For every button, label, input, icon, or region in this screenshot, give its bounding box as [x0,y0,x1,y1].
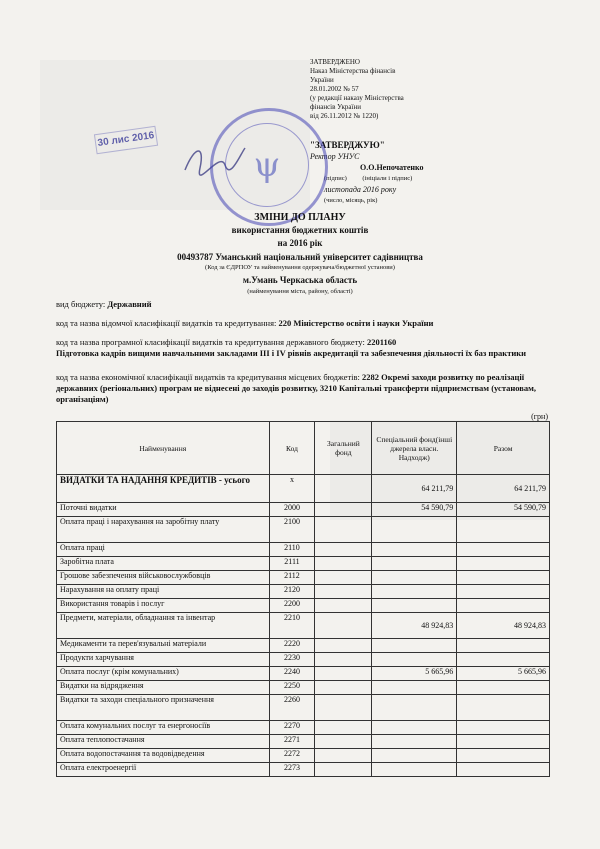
table-row [57,763,550,777]
plan-subtitle: використання бюджетних коштів [231,225,369,235]
approval-block [310,58,510,121]
plan-title: ЗМІНИ ДО ПЛАНУ [254,212,346,223]
cell-code: 2000 [269,503,315,517]
cell-code: 2220 [269,639,315,653]
cell-total [457,585,550,599]
cell-total [457,763,550,777]
initials-hint: (ініціали і підпис) [362,175,413,182]
budget-table [56,421,550,777]
cell-code: 2200 [269,599,315,613]
col-header-special: Спеціальний фонд(інші джерела власн. Надходж) [372,422,457,475]
org-line: 00493787 Уманський національний університет садівництва [177,252,423,262]
cell-general [315,503,372,517]
table-row [57,735,550,749]
approval-line: (у редакції наказу Міністерства [310,94,404,102]
prog-class-line: код та назва програмної класифікації видатків та кредитування державного бюджету: 2201160 Підготовка кадрів вищими навчальними закладами III і IV рівнів акредитації та забезпечення діяльності їх баз практики [56,337,527,358]
cell-total: 64 211,79 [457,475,550,503]
cell-special [372,763,457,777]
cell-general [315,681,372,695]
cell-name: Оплата електроенергії [57,763,270,777]
cell-name: Видатки та заходи спеціального призначення [57,695,270,721]
col-header-code: Код [269,422,315,475]
cell-code: 2111 [269,557,315,571]
confirm-position: Ректор УНУС [310,152,360,161]
table-row [57,639,550,653]
cell-code: 2230 [269,653,315,667]
econ-class-line: код та назва економічної класифікації видатків та кредитування місцевих бюджетів: 2282 Окремі заходи розвитку по реалізації державних (регіональних) програм не віднесені до заходів розвитку, 3210 Капітальні трансферти підприємствам (установам, організаціям) [56,372,537,404]
cell-special [372,721,457,735]
cell-general [315,557,372,571]
cell-special [372,585,457,599]
date-hint: (число, місяць, рік) [324,197,378,204]
cell-general [315,735,372,749]
sign-hint: (підпис) [324,175,347,182]
cell-general [315,571,372,585]
cell-code: 2120 [269,585,315,599]
cell-special [372,557,457,571]
plan-year: на 2016 рік [277,238,323,248]
table-row [57,613,550,639]
cell-code: x [269,475,315,503]
cell-general [315,667,372,681]
table-row [57,517,550,543]
cell-special [372,517,457,543]
cell-name: Оплата теплопостачання [57,735,270,749]
cell-general [315,517,372,543]
cell-name: Оплата комунальних послуг та енергоносіїв [57,721,270,735]
cell-name: Оплата праці і нарахування на заробітну плату [57,517,270,543]
cell-general [315,543,372,557]
cell-special [372,681,457,695]
cell-total [457,749,550,763]
cell-special [372,653,457,667]
cell-total [457,599,550,613]
round-seal [210,108,328,226]
dept-class-line: код та назва відомчої класифікації видатків та кредитування: 220 Міністерство освіти і науки України [56,318,434,328]
cell-code: 2260 [269,695,315,721]
cell-total [457,721,550,735]
cell-name: ВИДАТКИ ТА НАДАННЯ КРЕДИТІВ - усього [57,475,270,503]
org-hint: (Код за ЄДРПОУ та найменування одержувача/бюджетної установи) [205,264,395,271]
cell-code: 2250 [269,681,315,695]
cell-code: 2240 [269,667,315,681]
confirm-date: листопада 2016 року [324,185,397,194]
cell-total [457,517,550,543]
stamp-date: 30 лис 2016 [96,130,155,149]
cell-code: 2271 [269,735,315,749]
cell-name: Нарахування на оплату праці [57,585,270,599]
currency-unit: (грн) [531,412,548,421]
cell-general [315,653,372,667]
cell-general [315,639,372,653]
table-row [57,721,550,735]
confirm-name: О.О.Непочатенко [360,163,424,172]
cell-total [457,543,550,557]
cell-name: Оплата водопостачання та водовідведення [57,749,270,763]
cell-name: Продукти харчування [57,653,270,667]
cell-general [315,585,372,599]
cell-total [457,639,550,653]
cell-code: 2270 [269,721,315,735]
approval-line: України [310,76,334,84]
cell-special [372,543,457,557]
cell-code: 2110 [269,543,315,557]
cell-name: Заробітна плата [57,557,270,571]
cell-total [457,571,550,585]
table-row [57,695,550,721]
cell-name: Грошове забезпечення військовослужбовців [57,571,270,585]
cell-name: Предмети, матеріали, обладнання та інвентар [57,613,270,639]
cell-code: 2272 [269,749,315,763]
cell-general [315,763,372,777]
col-header-name: Найменування [57,422,270,475]
cell-name: Видатки на відрядження [57,681,270,695]
col-header-general: Загальний фонд [315,422,372,475]
cell-total: 48 924,83 [457,613,550,639]
table-row [57,503,550,517]
table-row [57,667,550,681]
cell-name: Використання товарів і послуг [57,599,270,613]
cell-general [315,749,372,763]
confirm-block [310,140,510,206]
budget-type-line: вид бюджету: Державний [56,299,152,309]
table-row [57,475,550,503]
cell-special [372,571,457,585]
cell-general [315,613,372,639]
cell-total: 54 590,79 [457,503,550,517]
city-hint: (найменування міста, району, області) [247,288,353,295]
cell-special [372,599,457,613]
cell-special: 64 211,79 [372,475,457,503]
table-row [57,749,550,763]
confirm-title: "ЗАТВЕРДЖУЮ" [310,140,385,150]
table-row [57,681,550,695]
cell-total [457,557,550,571]
cell-code: 2100 [269,517,315,543]
table-row [57,571,550,585]
cell-special: 48 924,83 [372,613,457,639]
approval-title: ЗАТВЕРДЖЕНО [310,58,360,66]
cell-general [315,721,372,735]
trident-icon: ψ [253,145,281,185]
approval-line: 28.01.2002 № 57 [310,85,359,93]
cell-special: 54 590,79 [372,503,457,517]
cell-code: 2210 [269,613,315,639]
approval-line: фінансів України [310,103,361,111]
col-header-total: Разом [457,422,550,475]
cell-name: Оплата послуг (крім комунальних) [57,667,270,681]
cell-total [457,695,550,721]
cell-general [315,475,372,503]
cell-special [372,695,457,721]
approval-line: від 26.11.2012 № 1220) [310,112,379,120]
table-row [57,557,550,571]
table-row [57,543,550,557]
table-header-row [57,422,550,475]
cell-name: Оплата праці [57,543,270,557]
cell-total [457,653,550,667]
cell-code: 2273 [269,763,315,777]
cell-general [315,599,372,613]
table-row [57,599,550,613]
cell-general [315,695,372,721]
cell-total [457,681,550,695]
table-row [57,653,550,667]
cell-name: Медикаменти та перев'язувальні матеріали [57,639,270,653]
city-line: м.Умань Черкаська область [242,275,358,285]
table-row [57,585,550,599]
cell-special: 5 665,96 [372,667,457,681]
cell-code: 2112 [269,571,315,585]
cell-total: 5 665,96 [457,667,550,681]
cell-special [372,639,457,653]
cell-special [372,749,457,763]
approval-line: Наказ Міністерства фінансів [310,67,396,75]
cell-special [372,735,457,749]
cell-total [457,735,550,749]
cell-name: Поточні видатки [57,503,270,517]
